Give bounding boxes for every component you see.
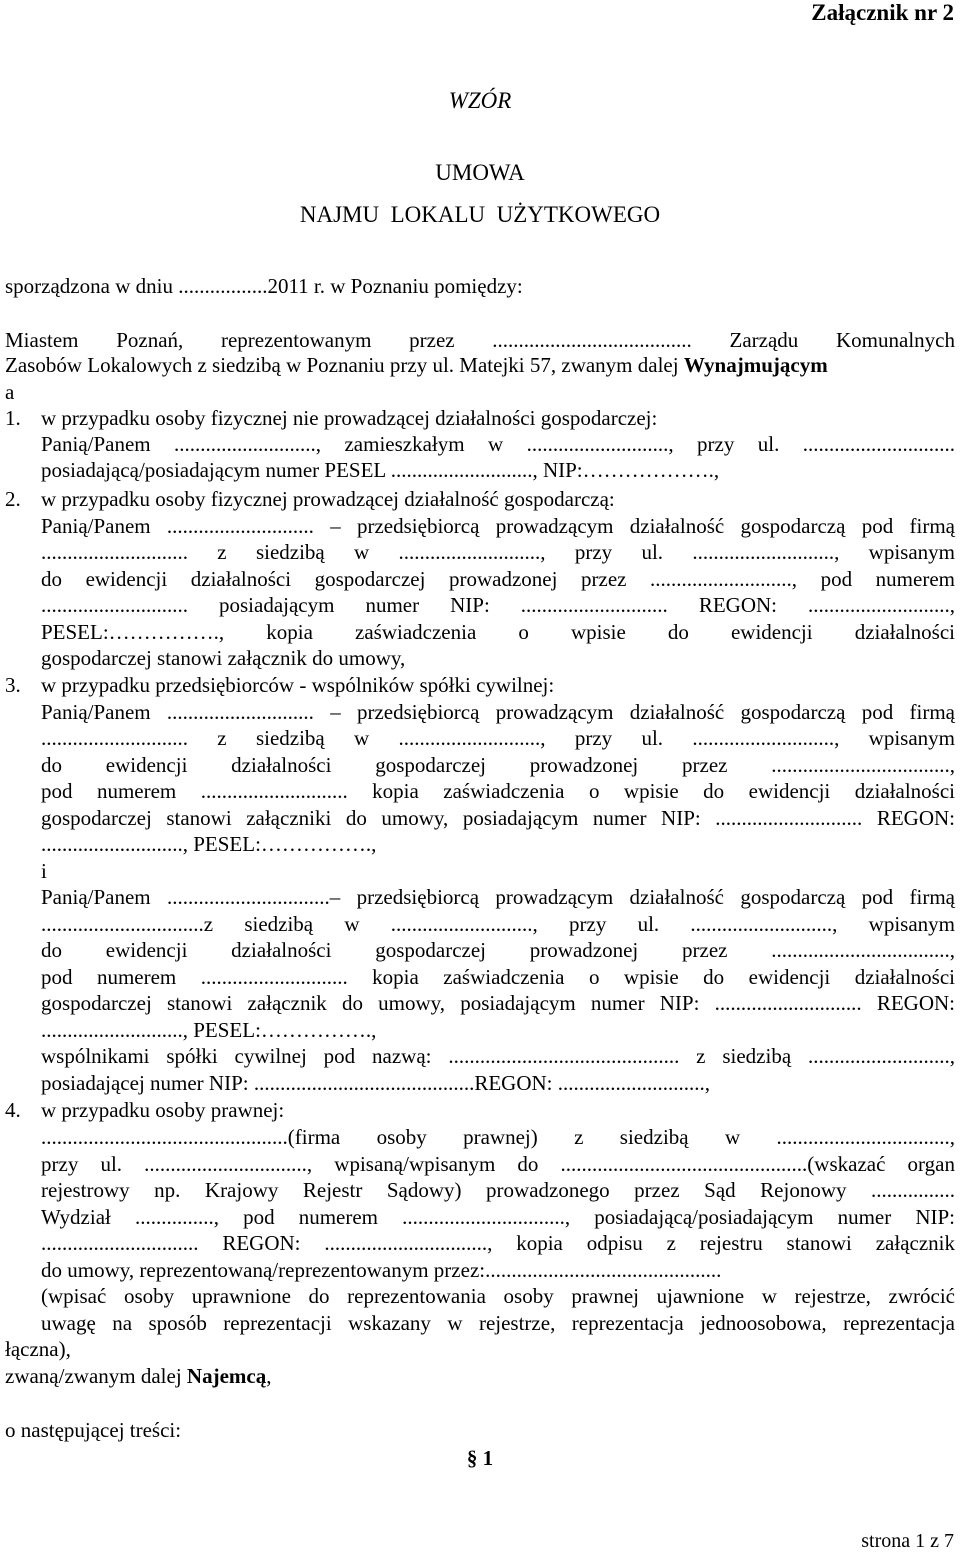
section-4-line-2: ...............................................(firma osoby prawnej) z siedzibą w ................................., — [41, 1125, 955, 1149]
tenant-line-end: , — [266, 1364, 272, 1388]
section-3-line-16: posiadającej numer NIP: ..........................................REGON: ............................, — [41, 1071, 711, 1095]
section-3-line-12: pod numerem ............................ kopia zaświadczenia o wpisie do ewidencji działalności — [41, 965, 955, 989]
title-line-2: NAJMU LOKALU UŻYTKOWEGO — [299, 202, 661, 227]
attachment-label: Załącznik nr 2 — [811, 0, 954, 25]
section-4-line-10: łączna), — [5, 1337, 71, 1361]
section-3-line-14: ..........................., PESEL:……………., — [41, 1018, 377, 1042]
section-3-line-2: Panią/Panem ............................ – przedsiębiorcą prowadzącym działalność gospodarczą pod firmą — [41, 700, 955, 724]
party1-line-2 — [5, 353, 828, 378]
template-label: WZÓR — [448, 88, 512, 113]
section-4-line-8: (wpisać osoby uprawnione do reprezentowania osoby prawnej ujawnione w rejestrze, zwrócić — [41, 1284, 955, 1308]
section-3-line-4: do ewidencji działalności gospodarczej prowadzonej przez .................................., — [41, 753, 955, 777]
landlord-label: Wynajmującym — [683, 353, 828, 377]
section-4-line-6: .............................. REGON: ..............................., kopia odpisu z rejestru stanowi załącznik — [41, 1231, 955, 1255]
section-4-line-3: przy ul. ..............................., wpisaną/wpisanym do ...............................................(wskazać organ — [41, 1152, 955, 1176]
section-3-line-11: do ewidencji działalności gospodarczej prowadzonej przez .................................., — [41, 938, 955, 962]
section-3-number: 3. — [5, 673, 21, 697]
section-4-line-5: Wydział ..............., pod numerem ..............................., posiadającą/posiadającym numer NIP: — [41, 1205, 955, 1229]
party1-line-1: Miastem Poznań, reprezentowanym przez ...................................... Zarządu Komunalnych — [5, 328, 955, 352]
section-1-line-2: Panią/Panem ..........................., zamieszkałym w ..........................., przy ul. ............................. — [41, 432, 955, 456]
section-3-line-9: Panią/Panem ...............................– przedsiębiorcą prowadzącym działalność gospodarczą pod firmą — [41, 885, 955, 909]
section-2-line-2: Panią/Panem ............................ – przedsiębiorcą prowadzącym działalność gospodarczą pod firmą — [41, 514, 955, 538]
tenant-line-text: zwaną/zwanym dalej — [5, 1364, 182, 1388]
section-1-number: 1. — [5, 406, 21, 430]
section-4-line-4: rejestrowy np. Krajowy Rejestr Sądowy) prowadzonego przez Sąd Rejonowy ................ — [41, 1178, 955, 1202]
section-3-line-7: ..........................., PESEL:……………., — [41, 832, 377, 856]
section-2-line-7: gospodarczej stanowi załącznik do umowy, — [41, 646, 406, 670]
content-intro-line: o następującej treści: — [5, 1418, 182, 1442]
section-3-line-1: w przypadku przedsiębiorców - wspólników spółki cywilnej: — [41, 673, 555, 697]
title-line-1: UMOWA — [435, 160, 525, 185]
section-4-line-1: w przypadku osoby prawnej: — [41, 1098, 285, 1122]
section-3-line-13: gospodarczej stanowi załącznik do umowy, posiadającym numer NIP: ............................ REGON: — [41, 991, 955, 1015]
intro-line: sporządzona w dniu .................2011 r. w Poznaniu pomiędzy: — [5, 274, 523, 298]
party1-line-2-text: Zasobów Lokalowych z siedzibą w Poznaniu przy ul. Matejki 57, zwanym dalej — [5, 353, 679, 377]
section-2-line-4: do ewidencji działalności gospodarczej prowadzonej przez ..........................., pod numerem — [41, 567, 955, 591]
section-2-line-5: ............................ posiadającym numer NIP: ............................ REGON: ..........................., — [41, 593, 955, 617]
section-3-line-10: ...............................z siedzibą w ..........................., przy ul. ..........................., wpisanym — [41, 912, 955, 936]
page-number: strona 1 z 7 — [861, 1530, 954, 1552]
section-1-line-1: w przypadku osoby fizycznej nie prowadzącej działalności gospodarczej: — [41, 406, 658, 430]
paragraph-heading: § 1 — [466, 1446, 494, 1470]
section-3-line-8: i — [41, 859, 47, 883]
party1-line-3: a — [5, 380, 15, 404]
tenant-line — [5, 1364, 271, 1389]
section-2-line-1: w przypadku osoby fizycznej prowadzącej działalność gospodarczą: — [41, 487, 615, 511]
section-3-line-5: pod numerem ............................ kopia zaświadczenia o wpisie do ewidencji działalności — [41, 779, 955, 803]
section-2-line-3: ............................ z siedzibą w ..........................., przy ul. ..........................., wpisanym — [41, 540, 955, 564]
section-3-line-15: wspólnikami spółki cywilnej pod nazwą: ............................................ z siedzibą ..........................., — [41, 1044, 955, 1068]
section-2-number: 2. — [5, 487, 21, 511]
section-4-line-9: uwagę na sposób reprezentacji wskazany w rejestrze, reprezentacja jednoosobowa, reprezentacja — [41, 1311, 955, 1335]
section-3-line-6: gospodarczej stanowi załączniki do umowy, posiadającym numer NIP: ............................ REGON: — [41, 806, 955, 830]
section-4-number: 4. — [5, 1098, 21, 1122]
section-1-line-3: posiadającą/posiadającym numer PESEL ..........................., NIP:………………., — [41, 458, 720, 482]
section-2-line-6: PESEL:……………., kopia zaświadczenia o wpisie do ewidencji działalności — [41, 620, 955, 644]
section-3-line-3: ............................ z siedzibą w ..........................., przy ul. ..........................., wpisanym — [41, 726, 955, 750]
tenant-label: Najemcą — [186, 1364, 267, 1388]
section-4-line-7: do umowy, reprezentowaną/reprezentowanym przez:............................................. — [41, 1258, 722, 1282]
